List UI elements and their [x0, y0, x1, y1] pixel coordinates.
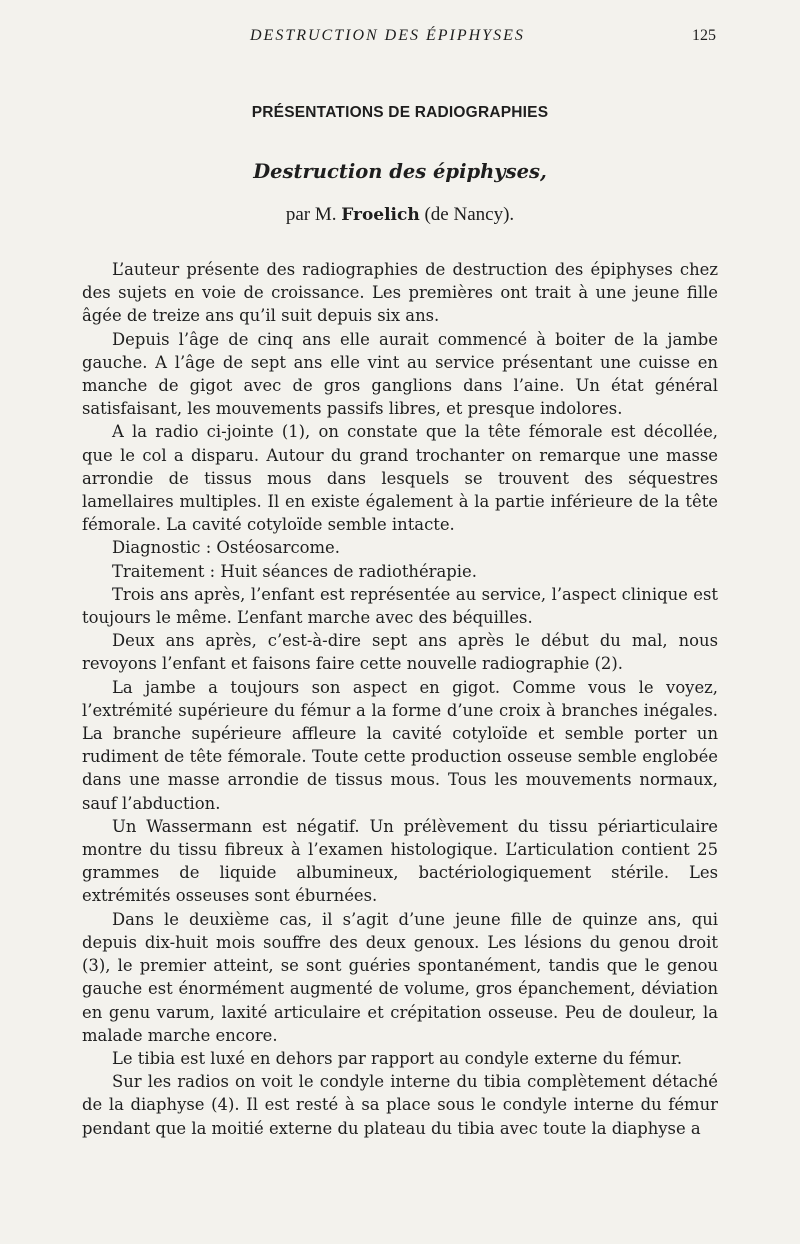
- paragraph: L’auteur présente des radiographies de destruction des épiphyses chez des sujets en voie de croissance. Les premières ont trait à une jeune fille âgée de treize ans qu’il suit depuis six ans.: [82, 260, 718, 326]
- paragraph: Le tibia est luxé en dehors par rapport au condyle externe du fémur.: [112, 1048, 683, 1068]
- paragraph: Sur les radios on voit le condyle interne du tibia complètement détaché de la diaphyse (4). Il est resté à sa place sous le condyle interne du fémur pendant que la moitié externe du plateau du tibia avec toute la diaphyse a: [82, 1072, 718, 1138]
- page-number: 125: [692, 27, 716, 44]
- paragraph: Diagnostic : Ostéosarcome.: [112, 538, 340, 558]
- paragraph: Deux ans après, c’est-à-dire sept ans après le début du mal, nous revoyons l’enfant et faisons faire cette nouvelle radiographie (2).: [82, 631, 718, 674]
- author-name: Froelich: [341, 205, 420, 225]
- running-title: DESTRUCTION DES ÉPIPHYSES: [250, 27, 525, 44]
- byline: [0, 204, 800, 226]
- paragraph: Dans le deuxième cas, il s’agit d’une jeune fille de quinze ans, qui depuis dix-huit mois souffre des deux genoux. Les lésions du genou droit (3), le premier atteint, se sont guéries spontanément, tandis que le genou gauche est énormément augmenté de volume, gros épanchement, déviation en genu varum, laxité articulaire et crépitation osseuse. Peu de douleur, la malade marche encore.: [82, 909, 718, 1045]
- paragraph: Depuis l’âge de cinq ans elle aurait commencé à boiter de la jambe gauche. A l’âge de sept ans elle vint au service présentant une cuisse en manche de gigot avec de gros ganglions dans l’aine. Un état général satisfaisant, les mouvements passifs libres, et presque indolores.: [82, 329, 718, 419]
- article-title: Destruction des épiphyses,: [253, 160, 547, 183]
- body-text: [82, 258, 718, 1140]
- running-header: [0, 27, 800, 49]
- byline-suffix: (de Nancy).: [424, 204, 515, 225]
- section-title: PRÉSENTATIONS DE RADIOGRAPHIES: [251, 104, 549, 121]
- paragraph: A la radio ci-jointe (1), on constate que la tête fémorale est décollée, que le col a disparu. Autour du grand trochanter on remarque une masse arrondie de tissus mous dans lesquels se trouvent des séquestres lamellaires multiples. Il en existe également à la partie inférieure de la tête fémorale. La cavité cotyloïde semble intacte.: [82, 422, 718, 535]
- paragraph: La jambe a toujours son aspect en gigot. Comme vous le voyez, l’extrémité supérieure du fémur a la forme d’une croix à branches inégales. La branche supérieure affleure la cavité cotyloïde et semble porter un rudiment de tête fémorale. Toute cette production osseuse semble englobée dans une masse arrondie de tissus mous. Tous les mouvements normaux, sauf l’abduction.: [82, 677, 718, 813]
- byline-prefix: par M.: [285, 204, 337, 225]
- paragraph: Un Wassermann est négatif. Un prélèvement du tissu périarticulaire montre du tissu fibreux à l’examen histologique. L’articulation contient 25 grammes de liquide albumineux, bactériologiquement stérile. Les extrémités osseuses sont éburnées.: [82, 816, 718, 906]
- paragraph: Trois ans après, l’enfant est représentée au service, l’aspect clinique est toujours le même. L’enfant marche avec des béquilles.: [82, 584, 718, 628]
- paragraph: Traitement : Huit séances de radiothérapie.: [112, 561, 477, 581]
